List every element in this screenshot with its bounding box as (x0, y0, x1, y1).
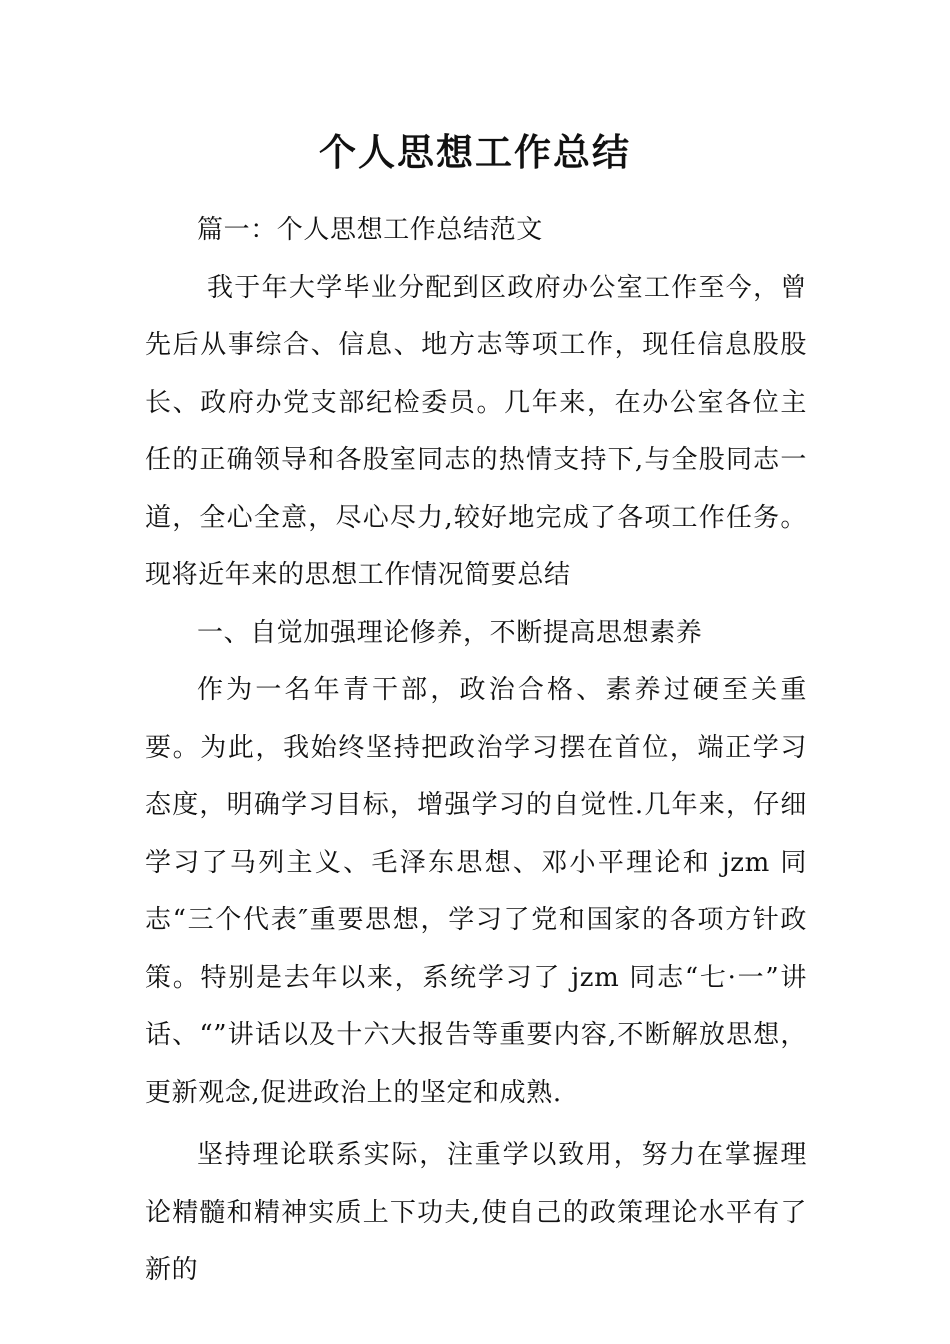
section-subtitle: 篇一：个人思想工作总结范文 (197, 215, 543, 245)
paragraph-practice: 坚持理论联系实际，注重学以致用，努力在掌握理论精髓和精神实质上下功夫,使自己的政策理论水平有了新的 (145, 1140, 807, 1285)
paragraph-theory: 作为一名年青干部，政治合格、素养过硬至关重要。为此，我始终坚持把政治学习摆在首位，端正学习态度，明确学习目标，增强学习的自觉性.几年来，仔细学习了马列主义、毛泽东思想、邓小平理论和 jzm 同志“三个代表″重要思想，学习了党和国家的各项方针政策。特别是去年以来，系统学习了 jzm 同志“七·一”讲话、“”讲话以及十六大报告等重要内容,不断解放思想，更新观念,促进政治上的坚定和成熟. (145, 675, 807, 1108)
document-body (145, 202, 807, 1300)
section-heading-1: 一、自觉加强理论修养，不断提高思想素养 (197, 617, 703, 648)
document-title: 个人思想工作总结 (319, 130, 631, 174)
paragraph-intro: 我于年大学毕业分配到区政府办公室工作至今，曾先后从事综合、信息、地方志等项工作，现任信息股股长、政府办党支部纪检委员。几年来，在办公室各位主任的正确领导和各股室同志的热情支持下,与全股同志一道，全心全意，尽心尽力,较好地完成了各项工作任务。现将近年来的思想工作情况简要总结 (145, 272, 807, 590)
